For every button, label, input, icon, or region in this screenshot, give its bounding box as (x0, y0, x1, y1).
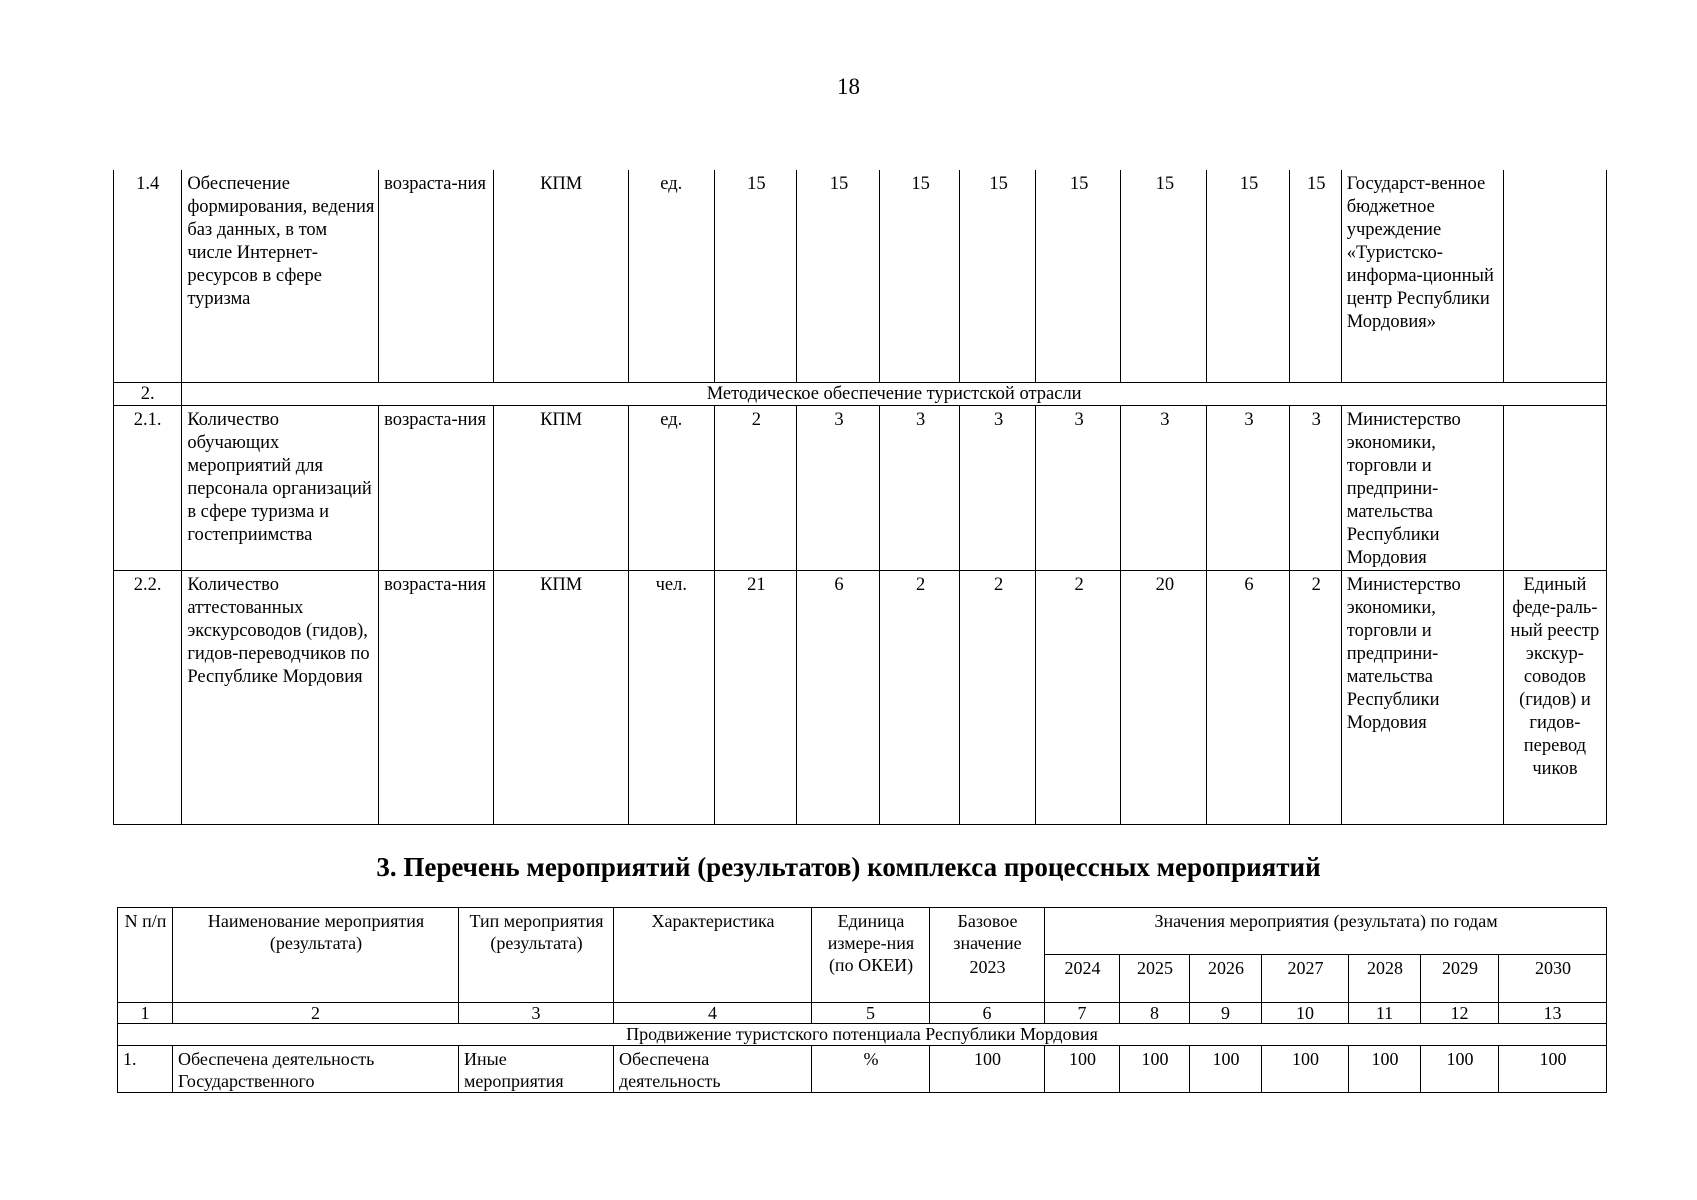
activity-characteristic: Обеспечена деятельность (614, 1045, 812, 1092)
indicator-direction: возраста-ния (379, 570, 494, 824)
value-cell: 15 (879, 170, 960, 382)
column-index: 10 (1262, 1002, 1349, 1023)
value-cell: 2 (879, 570, 960, 824)
header-row (118, 908, 1607, 955)
activity-name: Обеспечена деятельность Государственного (173, 1045, 459, 1092)
column-index: 6 (930, 1002, 1045, 1023)
value-cell: 20 (1121, 570, 1207, 824)
indicator-name: Количество обучающих мероприятий для персонала организаций в сфере туризма и гостеприимства (182, 405, 379, 570)
row-number: 1.4 (114, 170, 182, 382)
base-value: 100 (930, 1045, 1045, 1092)
section-row (118, 1023, 1607, 1045)
column-index: 7 (1045, 1002, 1120, 1023)
header-year: 2026 (1190, 954, 1262, 1002)
section-title: Методическое обеспечение туристской отрасли (182, 382, 1607, 405)
value-cell: 15 (960, 170, 1035, 382)
column-index: 12 (1421, 1002, 1499, 1023)
value-cell: 15 (797, 170, 880, 382)
value-cell: 100 (1349, 1045, 1421, 1092)
value-cell: 15 (1121, 170, 1207, 382)
header-year: 2028 (1349, 954, 1421, 1002)
header-year: 2030 (1499, 954, 1607, 1002)
table-row (114, 170, 1607, 382)
value-cell: 3 (1207, 405, 1290, 570)
indicator-level: КПМ (494, 405, 629, 570)
header-characteristic: Характеристика (614, 908, 812, 1003)
column-index: 11 (1349, 1002, 1421, 1023)
activities-table (117, 907, 1607, 1093)
row-number: 2.2. (114, 570, 182, 824)
value-cell: 100 (1262, 1045, 1349, 1092)
value-cell: 6 (797, 570, 880, 824)
header-unit: Единица измере-ния (по ОКЕИ) (812, 908, 930, 1003)
indicator-level: КПМ (494, 170, 629, 382)
table-row (118, 1045, 1607, 1092)
value-cell: 15 (714, 170, 797, 382)
indicator-name: Обеспечение формирования, ведения баз данных, в том числе Интернет-ресурсов в сфере туризма (182, 170, 379, 382)
indicator-direction: возраста-ния (379, 405, 494, 570)
value-cell: 3 (879, 405, 960, 570)
value-cell: 15 (1289, 170, 1341, 382)
section-row (114, 382, 1607, 405)
column-index: 3 (459, 1002, 614, 1023)
header-year: 2027 (1262, 954, 1349, 1002)
column-index: 9 (1190, 1002, 1262, 1023)
value-cell: 2 (1289, 570, 1341, 824)
row-number: 1. (118, 1045, 173, 1092)
indicator-unit: ед. (628, 170, 714, 382)
value-cell: 100 (1421, 1045, 1499, 1092)
header-name: Наименование мероприятия (результата) (173, 908, 459, 1003)
indicator-name: Количество аттестованных экскурсоводов (гидов), гидов-переводчиков по Республике Мордовия (182, 570, 379, 824)
indicator-level: КПМ (494, 570, 629, 824)
column-index: 5 (812, 1002, 930, 1023)
value-cell: 2 (960, 570, 1035, 824)
section-title: Продвижение туристского потенциала Республики Мордовия (118, 1023, 1607, 1045)
section-number: 2. (114, 382, 182, 405)
responsible-org: Министерство экономики, торговли и предприни-мательства Республики Мордовия (1341, 570, 1503, 824)
value-cell: 100 (1499, 1045, 1607, 1092)
page-number: 18 (837, 74, 860, 99)
data-source: Единый феде-раль-ный реестр экскур-соводов (гидов) и гидов-перевод чиков (1503, 570, 1606, 824)
header-year: 2025 (1120, 954, 1190, 1002)
header-type: Тип мероприятия (результата) (459, 908, 614, 1003)
value-cell: 15 (1035, 170, 1121, 382)
row-number: 2.1. (114, 405, 182, 570)
value-cell: 100 (1045, 1045, 1120, 1092)
data-source (1503, 405, 1606, 570)
column-index: 1 (118, 1002, 173, 1023)
value-cell: 3 (797, 405, 880, 570)
table-row (114, 405, 1607, 570)
section-heading: 3. Перечень мероприятий (результатов) комплекса процессных мероприятий (376, 852, 1321, 882)
value-cell: 3 (1289, 405, 1341, 570)
indicator-unit: ед. (628, 405, 714, 570)
header-base-year: 2023 (930, 954, 1045, 1002)
column-index: 13 (1499, 1002, 1607, 1023)
responsible-org: Государст-венное бюджетное учреждение «Туристско-информа-ционный центр Республики Мордовия» (1341, 170, 1503, 382)
column-index: 8 (1120, 1002, 1190, 1023)
indicator-unit: чел. (628, 570, 714, 824)
indicators-table (113, 170, 1607, 825)
header-years-group: Значения мероприятия (результата) по годам (1045, 908, 1607, 955)
value-cell: 15 (1207, 170, 1290, 382)
responsible-org: Министерство экономики, торговли и предприни-мательства Республики Мордовия (1341, 405, 1503, 570)
value-cell: 100 (1190, 1045, 1262, 1092)
value-cell: 3 (1035, 405, 1121, 570)
data-source (1503, 170, 1606, 382)
activity-type: Иные мероприятия (459, 1045, 614, 1092)
table-row (114, 570, 1607, 824)
activity-unit: % (812, 1045, 930, 1092)
indicator-direction: возраста-ния (379, 170, 494, 382)
column-index-row (118, 1002, 1607, 1023)
value-cell: 21 (714, 570, 797, 824)
value-cell: 6 (1207, 570, 1290, 824)
value-cell: 3 (960, 405, 1035, 570)
header-year: 2024 (1045, 954, 1120, 1002)
value-cell: 3 (1121, 405, 1207, 570)
column-index: 4 (614, 1002, 812, 1023)
value-cell: 100 (1120, 1045, 1190, 1092)
column-index: 2 (173, 1002, 459, 1023)
header-num: N п/п (118, 908, 173, 1003)
value-cell: 2 (1035, 570, 1121, 824)
header-base: Базовое значение (930, 908, 1045, 955)
value-cell: 2 (714, 405, 797, 570)
header-year: 2029 (1421, 954, 1499, 1002)
